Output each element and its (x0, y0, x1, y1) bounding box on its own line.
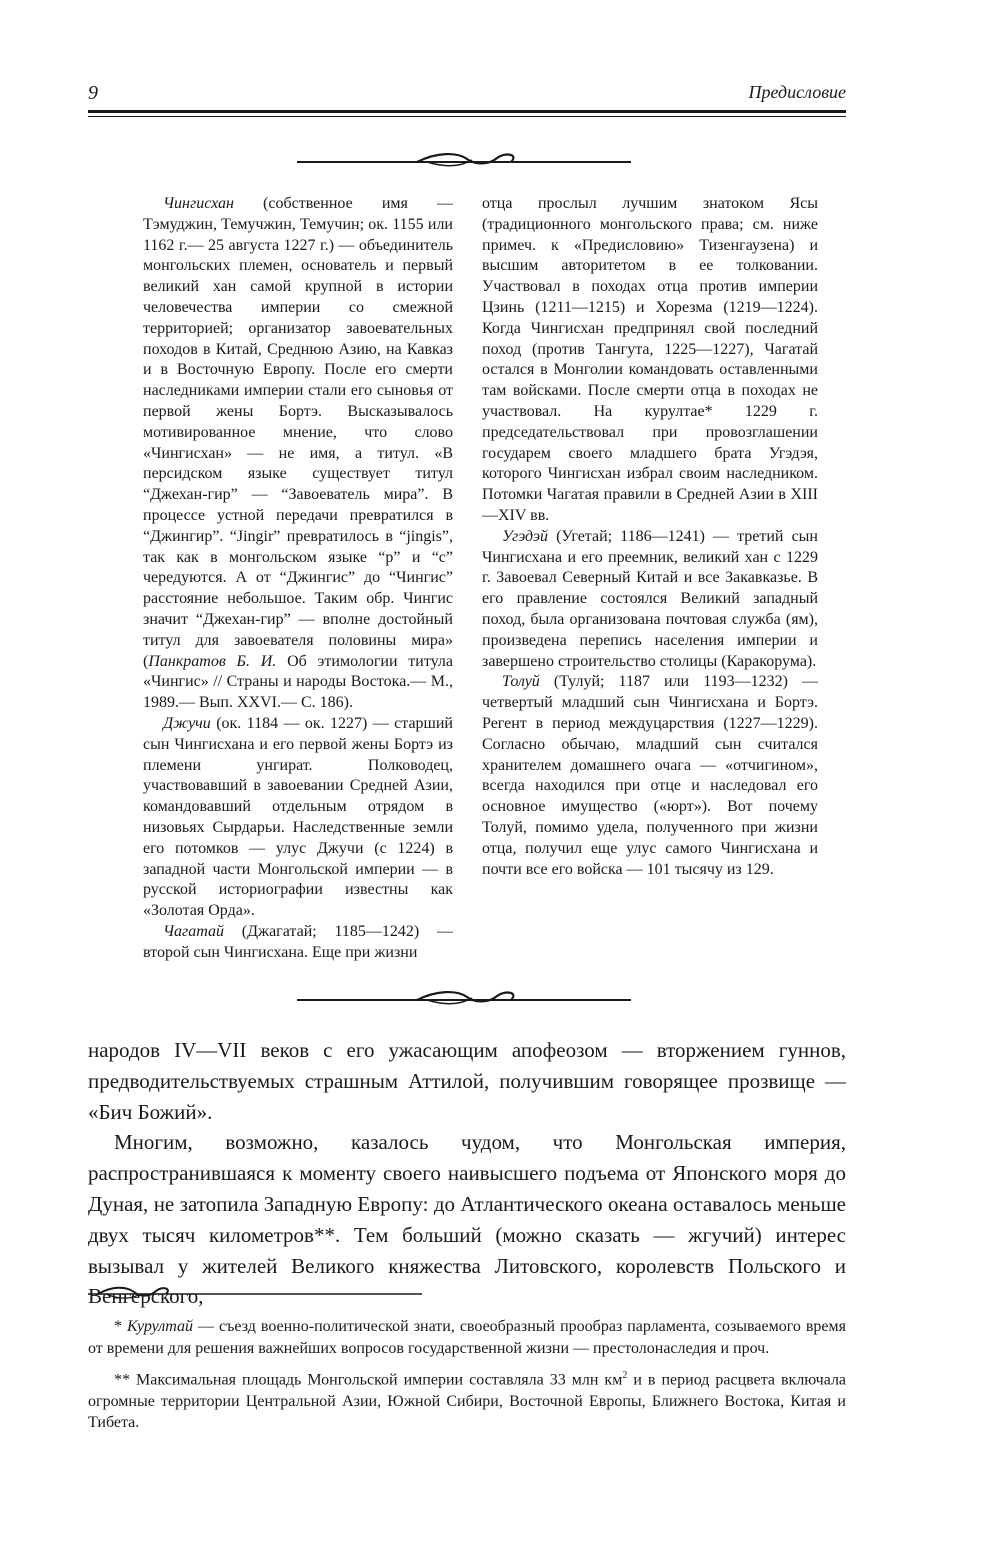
footnotes (88, 1316, 846, 1440)
sidebar-left-column (143, 194, 453, 963)
header-rule-thick (88, 110, 846, 113)
footnote-kurultai: * Курултай — съезд военно-политической знати, своеобразный прообраз парламента, созываемого время от времени для решения важнейших вопросов государственной жизни — престолонаследия и проч. (88, 1318, 847, 1357)
running-title: Предисловие (748, 82, 846, 102)
bottom-ornament-divider (297, 988, 631, 1006)
entry-chingiskhan: Чингисхан (собственное имя — Тэмуджин, Темучжин, Темучин; ок. 1155 или 1162 г.— 25 августа 1227 г.) — объединитель монгольских племен, основатель и первый великий хан самой крупной в истории человечества империи со смежной территорией; организатор завоевательных походов в Китай, Среднюю Азию, на Кавказ и в Восточную Европу. После его смерти наследниками империи стали его сыновья от первой жены Бортэ. Высказывалось мотивированное мнение, что слово «Чингисхан» — не имя, а титул. «В персидском языке существует титул “Джехан-гир” — “Завоеватель мира”. В процессе устной передачи превратился в “Джингир”. “Jingir” превратилось в “jingis”, так как в монгольском языке “р” и “с” чередуются. А от “Джингис” до “Чингис” расстояние небольшое. Таким обр. Чингис значит “Джехан-гир” — вполне достойный титул для завоевателя половины мира» (Панкратов Б. И. Об этимологии титула «Чингис» // Страны и народы Востока.— М., 1989.— Вып. XXVI.— С. 186). (143, 195, 454, 712)
footnote-ornament-rule (88, 1286, 422, 1302)
footnote-area: ** Максимальная площадь Монгольской империи составляла 33 млн $км^2$ и в период расцвета включала огромные территории Центральной Азии, Южной Сибири, Восточной Европы, Ближнего Востока, Китая и Тибета. (88, 1370, 847, 1432)
entry-tolui: Толуй (Тулуй; 1187 или 1193—1232) — четвертый младший сын Чингисхана и Бортэ. Регент в период междуцарствия (1227—1229). Согласно обычаю, младший сын считался хранителем домашнего очага — «отчигином», всегда находился при отце и наследовал его основное имущество («юрт»). Вот почему Толуй, помимо удела, полученного при жизни отца, получил еще улус самого Чингисхана и почти все его войска — 101 тысячу из 129. (482, 673, 818, 878)
header-rule-thin (88, 116, 846, 117)
top-ornament-divider (297, 150, 631, 168)
main-text (88, 1035, 846, 1312)
sidebar-right-column (482, 194, 818, 880)
main-paragraph: Многим, возможно, казалось чудом, что Монгольская империя, распространившаяся к моменту своего наивысшего подъема от Японского моря до Дуная, не затопила Западную Европу: до Атлантического океана оставалось меньше двух тысяч километров**. Тем больший (можно сказать — жгучий) интерес вызывал у жителей Великого княжества Литовского, королевств Польского и Венгерского, (88, 1130, 846, 1309)
entry-chagatai-continued: отца прослыл лучшим знатоком Ясы (традиционного монгольского права; см. ниже примеч. к «Предисловию» Тизенгаузена) и высшим авторитетом в ее толковании. Участвовал в походах отца против империи Цзинь (1211—1215) и Хорезма (1219—1224). Когда Чингисхан предпринял свой последний поход (против Тангута, 1225—1227), Чагатай остался в Монголии командовать оставленными там войсками. После смерти отца в походах не участвовал. На курултае* 1229 г. председательствовал при провозглашении государем своего младшего брата Угэдэя, которого Чингисхан избрал своим наследником. Потомки Чагатая правили в Средней Азии в XIII—XIV вв. (482, 195, 818, 524)
entry-dzhuchi: Джучи (ок. 1184 — ок. 1227) — старший сын Чингисхана и его первой жены Бортэ из племени унгират. Полководец, участвовавший в завоевании Средней Азии, командовавший отдельным отрядом в низовьях Сырдарьи. Наследственные земли его потомков — улус Джучи (с 1224) в западной части Монгольской империи — в русской историографии известны как «Золотая Орда». (143, 714, 453, 920)
main-paragraph: народов IV—VII веков с его ужасающим апофеозом — вторжением гуннов, предводительствуемых страшным Аттилой, получившим говорящее прозвище — «Бич Божий». (88, 1038, 846, 1124)
page-number: 9 (88, 82, 98, 104)
entry-ugedei: Угэдэй (Угетай; 1186—1241) — третий сын Чингисхана и его преемник, великий хан с 1229 г. Завоевал Северный Китай и все Закавказье. В его правление состоялся Великий западный поход, была организована почтовая служба (ям), произведена перепись населения империи и завершено строительство столицы (Каракорума). (482, 527, 818, 670)
page-header (88, 80, 846, 120)
entry-chagatai: Чагатай (Джагатай; 1185—1242) — второй сын Чингисхана. Еще при жизни (143, 922, 453, 961)
